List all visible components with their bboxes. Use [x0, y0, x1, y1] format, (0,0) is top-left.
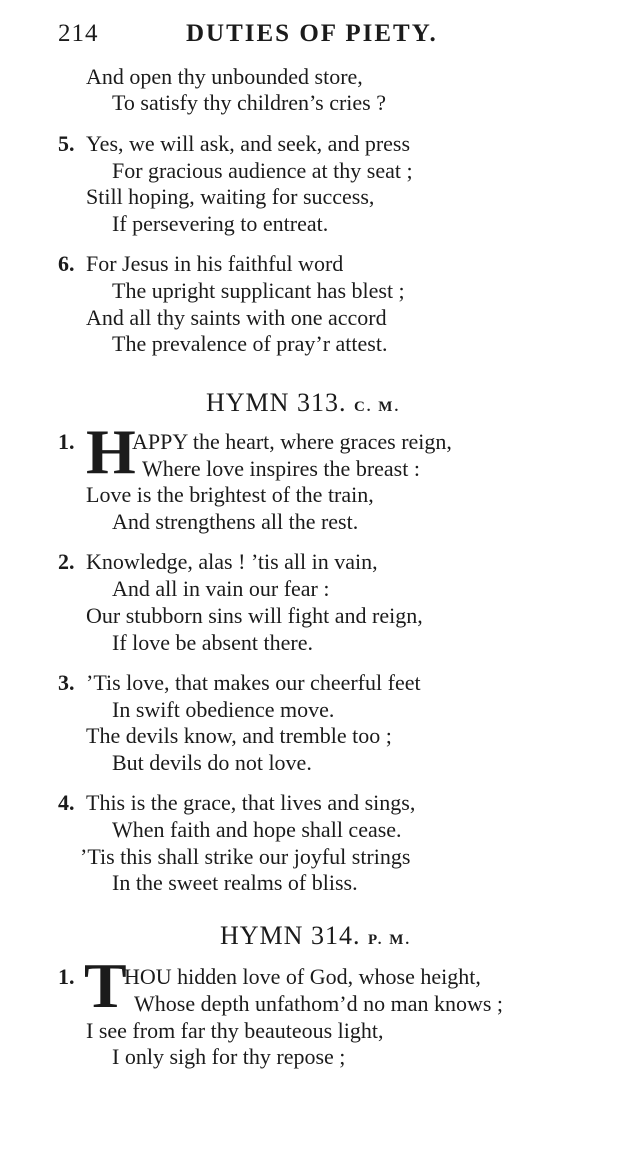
verse-number: 1.	[58, 429, 75, 454]
hymn-title	[206, 388, 400, 418]
hymn-meter: P. M.	[367, 932, 412, 948]
verse-line: I see from far thy beauteous light,	[86, 1018, 384, 1043]
verse-line: The upright supplicant has blest ;	[112, 278, 405, 303]
hymn-number: HYMN 313.	[206, 388, 347, 417]
running-title: DUTIES OF PIETY.	[186, 20, 438, 47]
verse-number: 2.	[58, 549, 75, 574]
verse-line: For gracious audience at thy seat ;	[112, 158, 413, 183]
verse-line: Whose depth unfathom’d no man knows ;	[134, 991, 504, 1016]
page-number: 214	[58, 20, 99, 47]
verse-line: When faith and hope shall cease.	[112, 817, 402, 842]
verse-line: To satisfy thy children’s cries ?	[112, 90, 387, 115]
verse-number: 1.	[58, 964, 75, 989]
verse-line: And all thy saints with one accord	[86, 305, 387, 330]
hymn-title	[220, 921, 411, 951]
verse-number: 3.	[58, 670, 75, 695]
verse-line: Knowledge, alas ! ’tis all in vain,	[86, 549, 378, 574]
verse-line: In swift obedience move.	[112, 697, 335, 722]
verse-line: Where love inspires the breast :	[142, 456, 420, 481]
verse-line: In the sweet realms of bliss.	[112, 870, 358, 895]
verse-line: I only sigh for thy repose ;	[112, 1044, 346, 1069]
hymn-number: HYMN 314.	[220, 921, 361, 950]
verse-number: 6.	[58, 251, 75, 276]
verse-line: ’Tis love, that makes our cheerful feet	[86, 670, 421, 695]
verse-line: If love be absent there.	[112, 630, 313, 655]
verse-line: The devils know, and tremble too ;	[86, 723, 392, 748]
verse-line: And all in vain our fear :	[112, 576, 330, 601]
verse-number: 5.	[58, 131, 75, 156]
hymn-meter: C. M.	[353, 399, 401, 415]
verse-line: If persevering to entreat.	[112, 211, 329, 236]
verse-line: Yes, we will ask, and seek, and press	[86, 131, 411, 156]
verse-line: And open thy unbounded store,	[86, 64, 363, 89]
verse-line: HOU hidden love of God, whose height,	[124, 964, 481, 989]
verse-line: Still hoping, waiting for success,	[86, 184, 375, 209]
drop-cap: H	[86, 416, 136, 487]
verse-line: Love is the brightest of the train,	[86, 482, 374, 507]
verse-line: For Jesus in his faithful word	[86, 251, 344, 276]
verse-line: The prevalence of pray’r attest.	[112, 331, 388, 356]
verse-line: APPY the heart, where graces reign,	[132, 429, 452, 454]
drop-cap: T	[84, 950, 127, 1021]
verse-line: And strengthens all the rest.	[112, 509, 359, 534]
verse-line: Our stubborn sins will fight and reign,	[86, 603, 423, 628]
page-header	[58, 20, 468, 52]
verse-number: 4.	[58, 790, 75, 815]
verse-line: But devils do not love.	[112, 750, 312, 775]
verse-line: ’Tis this shall strike our joyful strings	[80, 844, 411, 869]
verse-line: This is the grace, that lives and sings,	[86, 790, 416, 815]
